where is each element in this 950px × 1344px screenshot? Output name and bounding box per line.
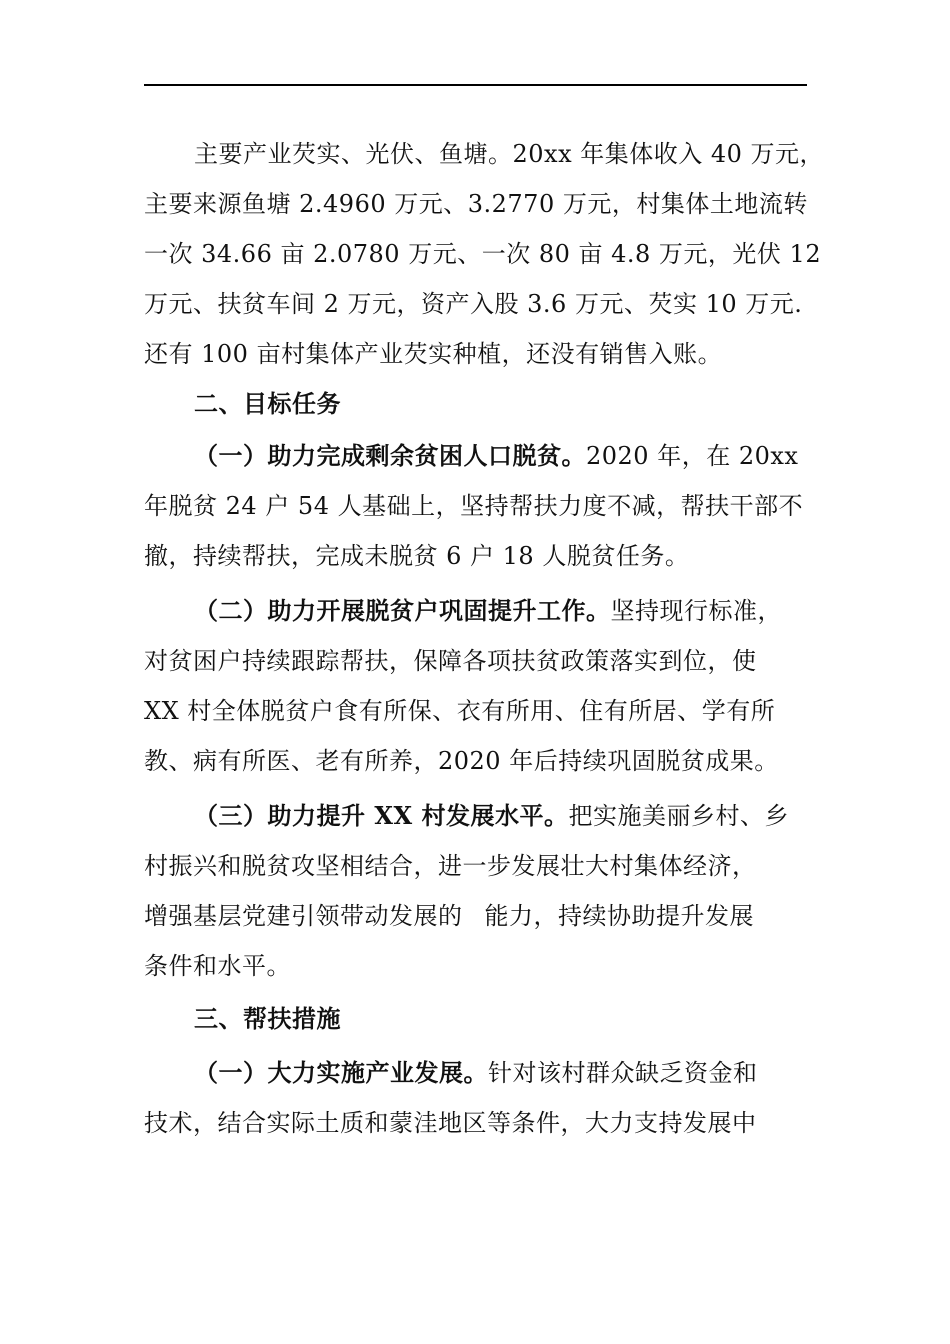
income-line-1: 主要产业芡实、光伏、鱼塘。20xx 年集体收入 40 万元， xyxy=(194,140,825,168)
section-3-item-1-line-2: 技术，结合实际土质和蒙洼地区等条件，大力支持发展中 xyxy=(144,1109,757,1137)
section-2-item-2-line-2: 对贫困户持续跟踪帮扶，保障各项扶贫政策落实到位，使 xyxy=(144,647,757,675)
section-2-item-1-line-2: 年脱贫 24 户 54 人基础上，坚持帮扶力度不减，帮扶干部不 xyxy=(144,492,804,520)
income-line-4: 万元、扶贫车间 2 万元，资产入股 3.6 万元、芡实 10 万元. xyxy=(144,290,803,318)
section-2-item-1-line-1 xyxy=(194,441,798,471)
income-line-5: 还有 100 亩村集体产业芡实种植，还没有销售入账。 xyxy=(144,340,723,368)
income-line-3: 一次 34.66 亩 2.0780 万元、一次 80 亩 4.8 万元，光伏 12 xyxy=(144,240,822,268)
header-rule xyxy=(144,84,807,86)
section-2-item-2-line-3: XX 村全体脱贫户食有所保、衣有所用、住有所居、学有所 xyxy=(144,697,776,725)
section-2-item-3-line-3b: 能力，持续协助提升发展 xyxy=(484,902,754,930)
income-line-2: 主要来源鱼塘 2.4960 万元、3.2770 万元，村集体土地流转 xyxy=(144,190,808,218)
section-2-item-1-lead: （一）助力完成剩余贫困人口脱贫。 xyxy=(194,441,586,470)
section-2-item-3-line-1 xyxy=(194,801,789,831)
section-2-item-3-line-4: 条件和水平。 xyxy=(144,952,291,980)
section-2-heading: 二、目标任务 xyxy=(194,389,341,418)
section-2-item-2-line-4: 教、病有所医、老有所养，2020 年后持续巩固脱贫成果。 xyxy=(144,747,779,775)
section-3-item-1-lead: （一）大力实施产业发展。 xyxy=(194,1058,488,1087)
section-2-item-3-line-1-rest: 把实施美丽乡村、乡 xyxy=(568,802,789,830)
section-3-item-1-line-1-rest: 针对该村群众缺乏资金和 xyxy=(488,1059,758,1087)
section-2-item-2-lead: （二）助力开展脱贫户巩固提升工作。 xyxy=(194,596,611,625)
section-2-item-3-line-2: 村振兴和脱贫攻坚相结合，进一步发展壮大村集体经济， xyxy=(144,852,757,880)
section-2-item-1-line-3: 撤，持续帮扶，完成未脱贫 6 户 18 人脱贫任务。 xyxy=(144,542,690,570)
section-2-item-2-line-1-rest: 坚持现行标准， xyxy=(610,597,782,625)
section-2-item-3-line-3a: 增强基层党建引领带动发展的 xyxy=(144,902,463,930)
section-2-item-1-line-1-rest: 2020 年，在 20xx xyxy=(586,442,799,470)
section-2-item-3-lead: （三）助力提升 XX 村发展水平。 xyxy=(194,801,569,830)
section-2-item-2-line-1 xyxy=(194,596,782,626)
section-3-item-1-line-1 xyxy=(194,1058,758,1088)
section-2-item-3-line-3 xyxy=(144,901,754,931)
section-3-heading: 三、帮扶措施 xyxy=(194,1004,341,1033)
